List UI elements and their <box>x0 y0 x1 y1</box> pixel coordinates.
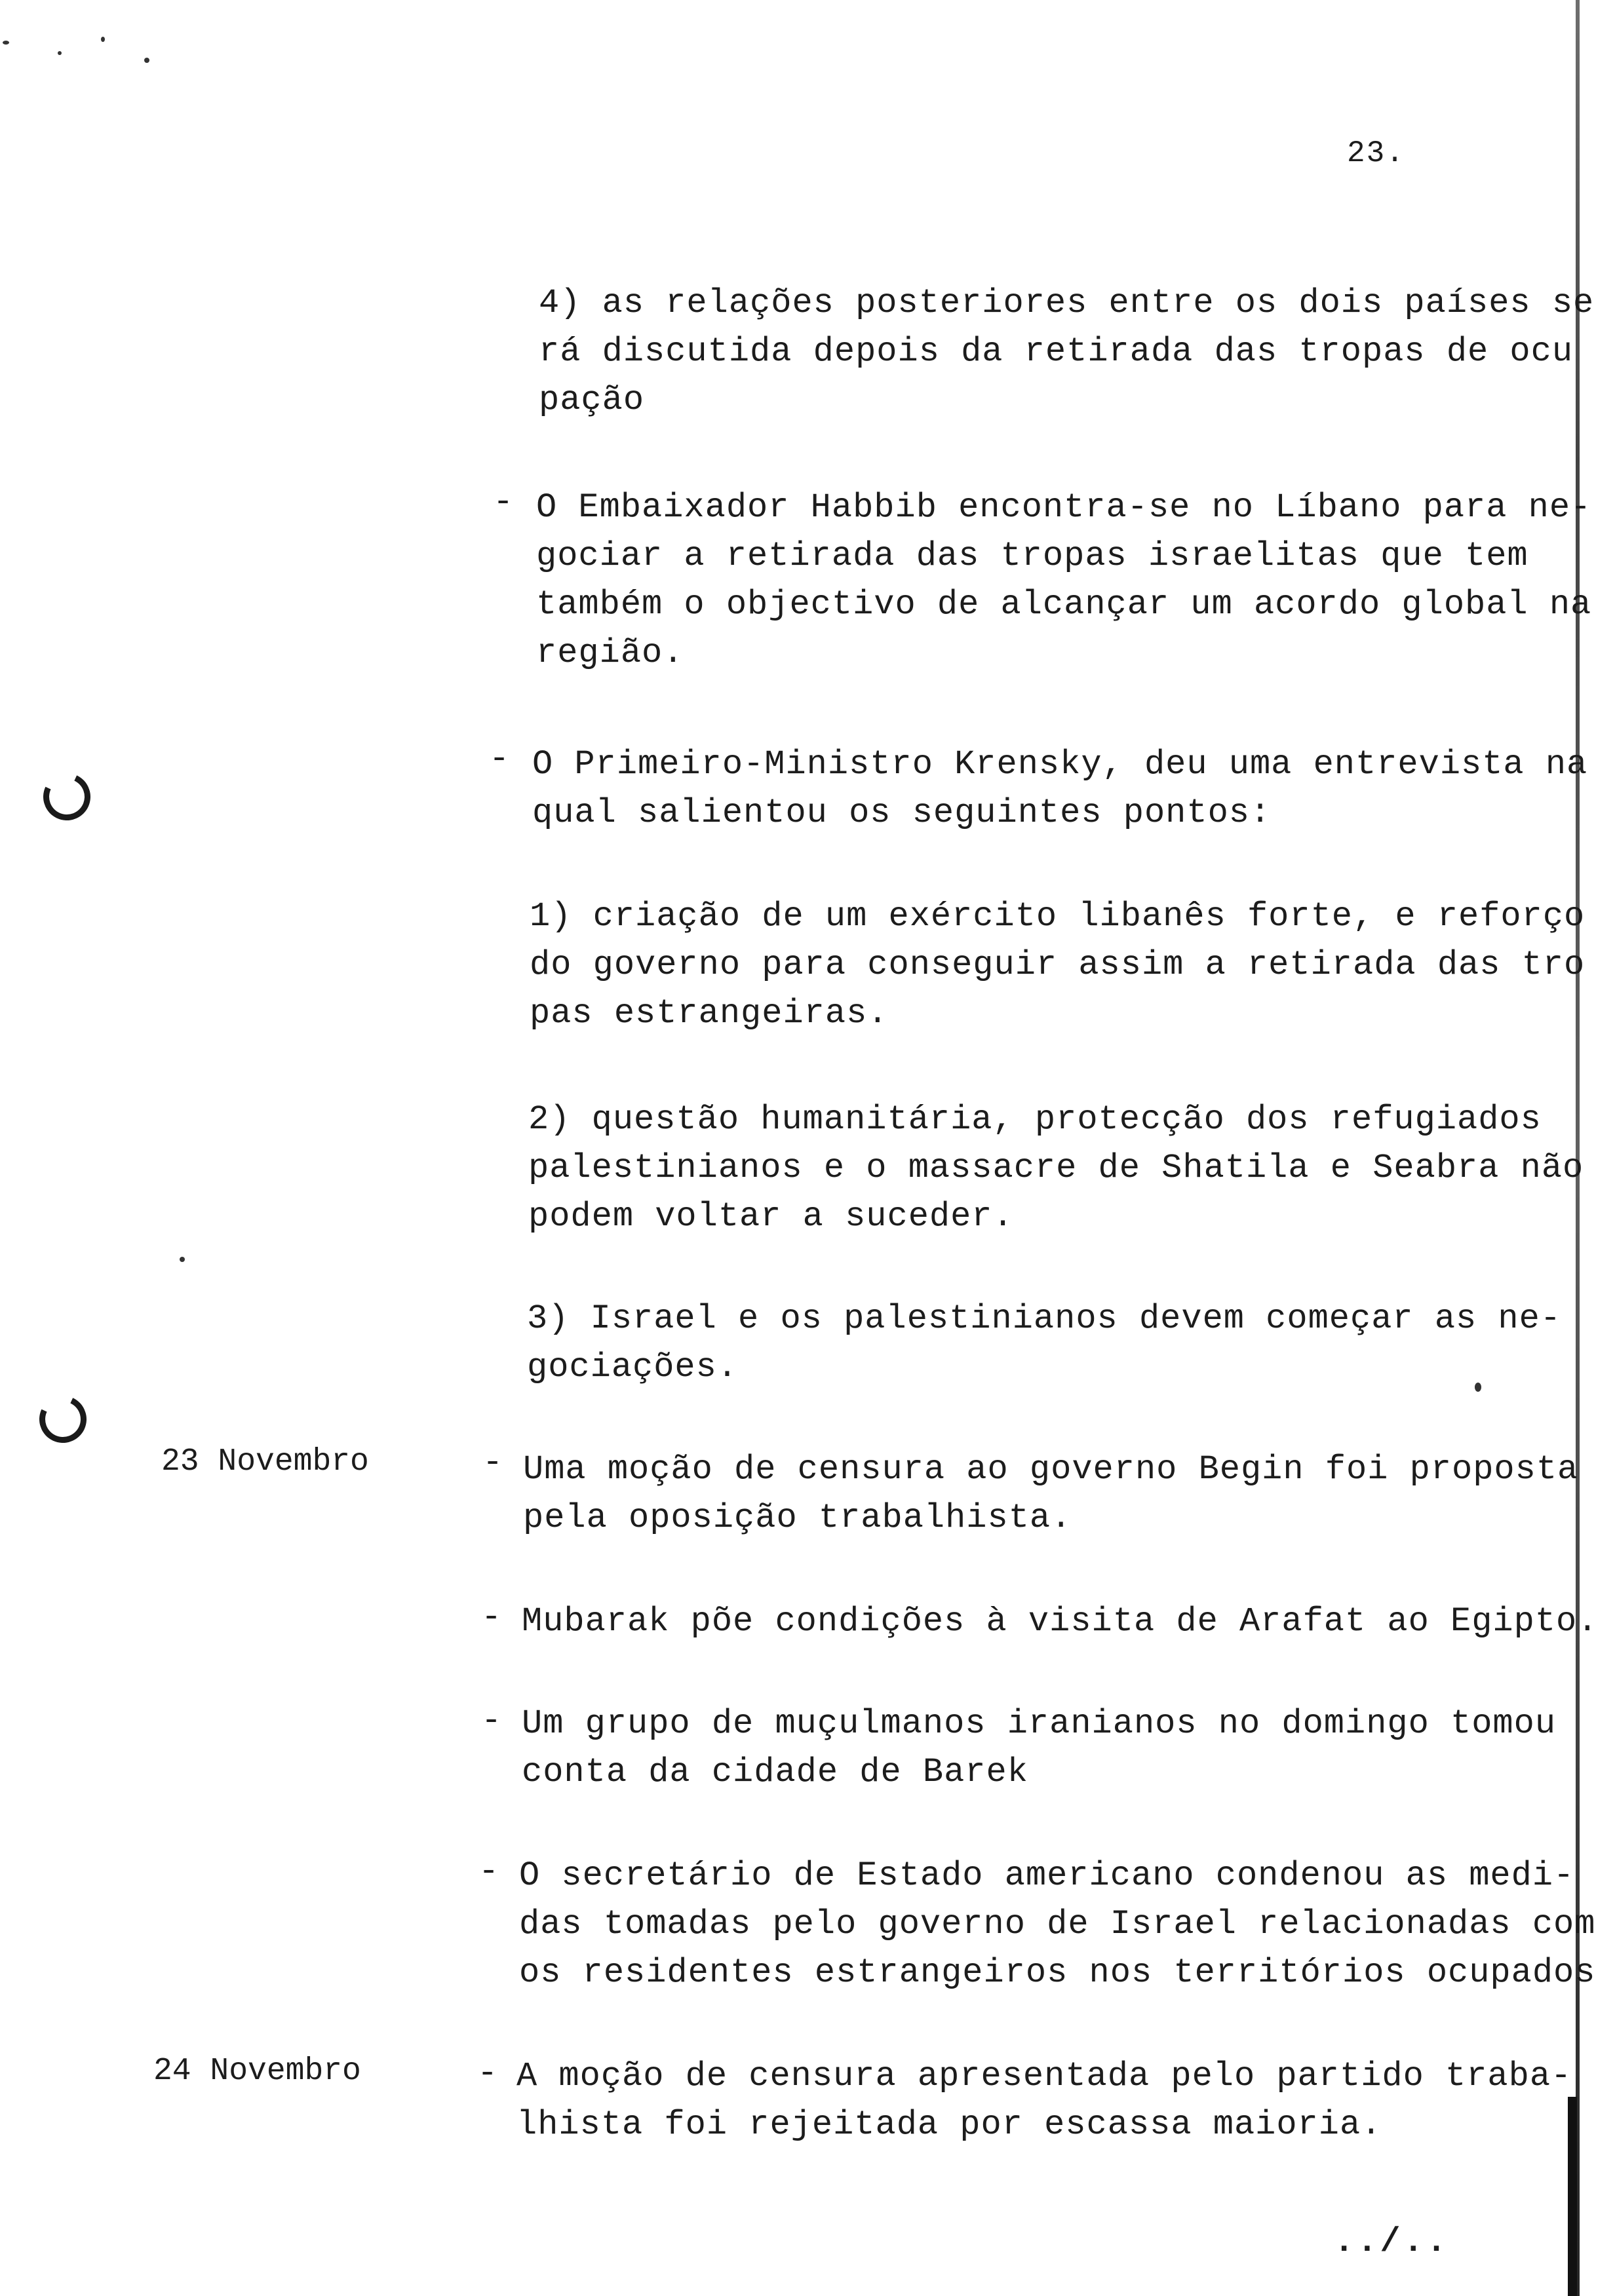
text-line: 2) questão humanitária, protecção dos refugiados <box>528 1100 1542 1139</box>
scan-speck <box>1475 1383 1481 1392</box>
page-number: 23. <box>1347 136 1405 170</box>
text-line: A moção de censura apresentada pelo partido traba- <box>516 2057 1572 2095</box>
scan-speck <box>101 37 105 42</box>
text-line: O Primeiro-Ministro Krensky, deu uma entrevista na <box>532 745 1588 784</box>
text-line: Mubarak põe condições à visita de Arafat ao Egipto. <box>522 1602 1599 1641</box>
scan-speck <box>144 58 149 63</box>
text-line: pela oposição trabalhista. <box>523 1499 1072 1537</box>
text-line: Uma moção de censura ao governo Begin foi proposta <box>523 1450 1579 1489</box>
bullet-dash: - <box>481 1702 502 1740</box>
entry-date: 23 Novembro <box>161 1444 369 1480</box>
continuation-mark: ../.. <box>1334 2223 1450 2261</box>
bullet-dash: - <box>478 1852 499 1891</box>
text-line: também o objectivo de alcançar um acordo global na <box>536 585 1592 624</box>
scan-speck <box>58 51 62 55</box>
bullet-dash: - <box>482 1444 503 1482</box>
entry-date: 24 Novembro <box>153 2054 361 2089</box>
bullet-dash: - <box>477 2054 498 2093</box>
text-line: O Embaixador Habbib encontra-se no Líbano para ne- <box>536 488 1592 527</box>
punch-hole-mark <box>37 767 97 827</box>
text-line: podem voltar a suceder. <box>528 1197 1014 1236</box>
text-line: os residentes estrangeiros nos territórios ocupados <box>519 1953 1596 1992</box>
text-line: gociações. <box>527 1348 739 1387</box>
scan-speck <box>3 41 9 45</box>
bullet-dash: - <box>493 483 514 522</box>
text-line: 3) Israel e os palestinianos devem começar as ne- <box>527 1299 1562 1338</box>
text-line: gociar a retirada das tropas israelitas que tem <box>536 537 1528 575</box>
punch-hole-mark <box>33 1389 93 1449</box>
bullet-dash: - <box>481 1598 502 1637</box>
text-line: lhista foi rejeitada por escassa maioria. <box>516 2105 1382 2144</box>
text-line: pação <box>539 381 645 419</box>
text-line: rá discutida depois da retirada das tropas de ocu <box>539 332 1574 371</box>
text-line: O secretário de Estado americano condenou as medi- <box>519 1856 1575 1895</box>
text-line: 1) criação de um exército libanês forte, e reforço <box>530 897 1586 936</box>
text-line: pas estrangeiras. <box>530 994 889 1033</box>
scan-speck <box>180 1257 185 1262</box>
text-line: conta da cidade de Barek <box>522 1753 1028 1791</box>
text-line: 4) as relações posteriores entre os dois países se <box>539 284 1595 322</box>
bullet-dash: - <box>489 740 510 778</box>
text-line: qual salientou os seguintes pontos: <box>532 794 1272 832</box>
text-line: das tomadas pelo governo de Israel relacionadas com <box>519 1905 1596 1943</box>
text-line: do governo para conseguir assim a retirada das tro <box>530 946 1586 984</box>
text-line: palestinianos e o massacre de Shatila e Seabra não <box>528 1149 1584 1187</box>
scan-edge-shadow-bottom <box>1568 2097 1577 2296</box>
text-line: Um grupo de muçulmanos iranianos no domingo tomou <box>522 1704 1557 1743</box>
text-line: região. <box>536 634 684 672</box>
